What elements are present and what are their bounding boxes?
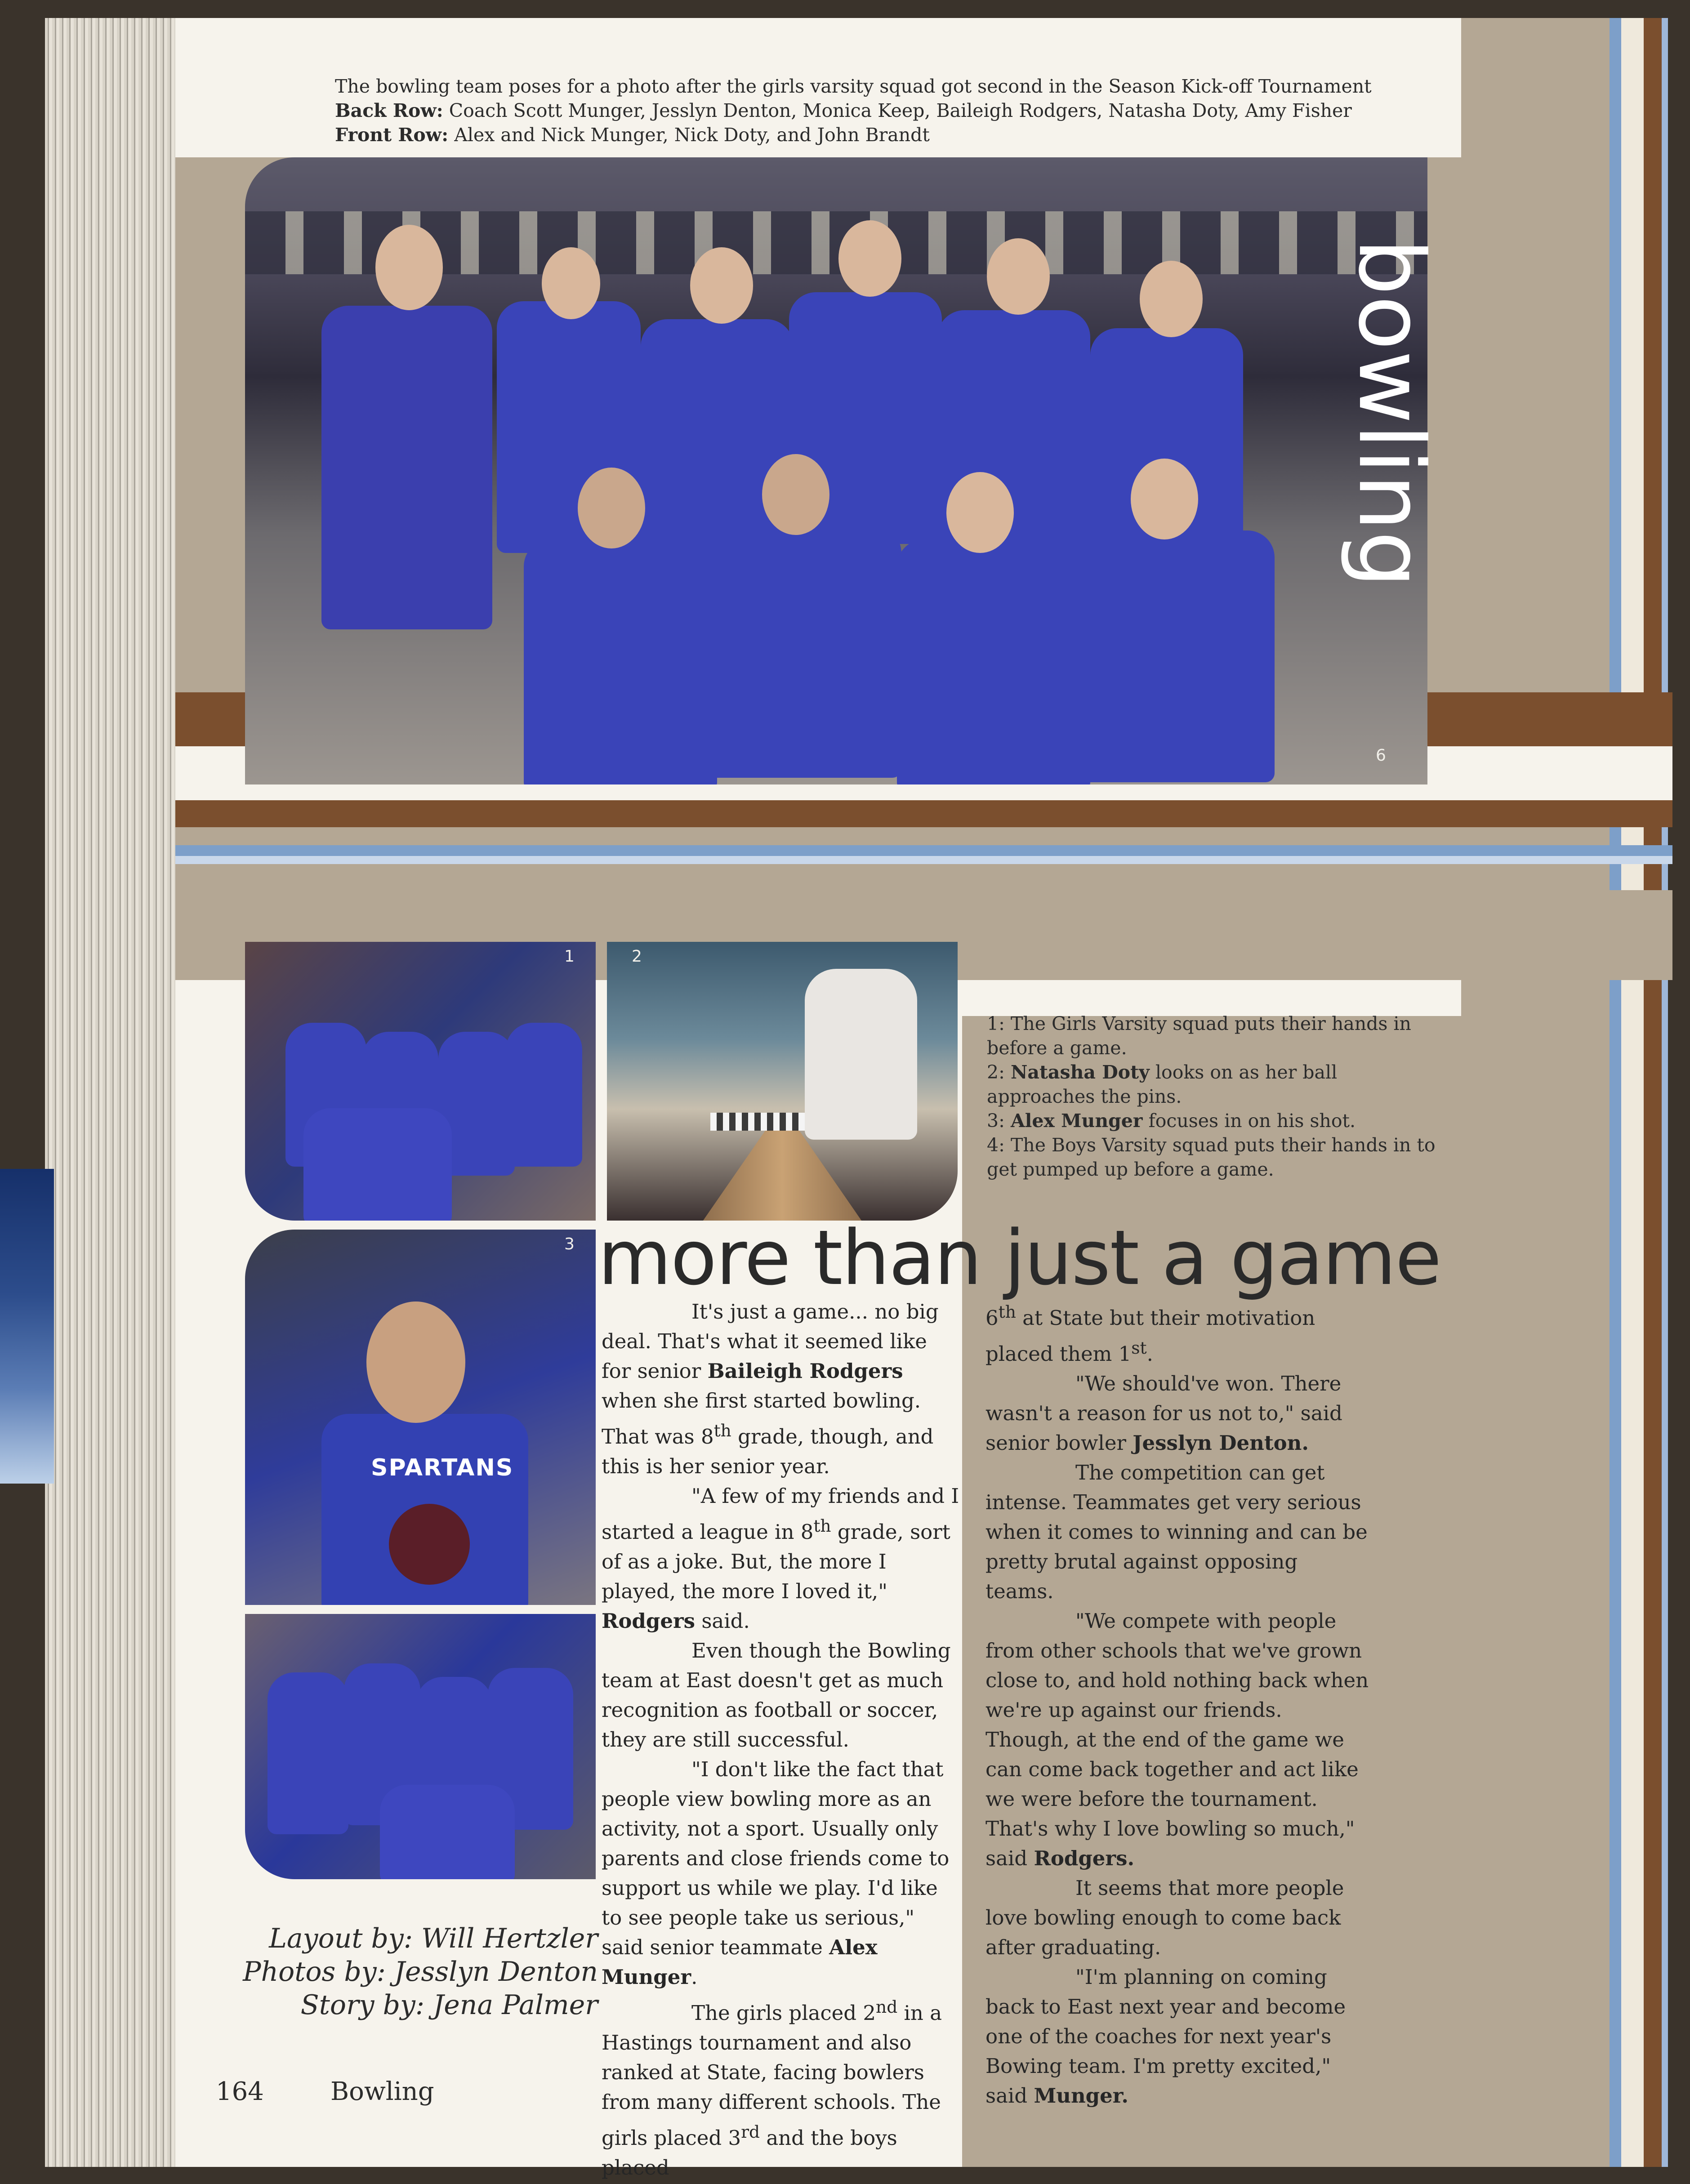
boy-head-2 — [762, 454, 829, 535]
caption-3-name: Alex Munger — [1010, 1110, 1143, 1132]
caption-4-number: 4: — [987, 1134, 1011, 1156]
credit-photos: Photos by: Jesslyn Denton — [243, 1956, 598, 1988]
text-run: "We compete with people from other schools that we've grown close to, and hold nothing back when we're up against our friends. Though, at the end of the game we can come back together and act like we were before the tournament. That's why I love bowling so much," said — [985, 1609, 1369, 1870]
text-run: grade, sort of as a joke. But, the more I played, the more I loved it," — [602, 1520, 950, 1603]
section-title-vertical: bowling — [1338, 238, 1443, 588]
text-run: "We should've won. There wasn't a reason for us not to," said senior bowler — [985, 1372, 1342, 1455]
girl-jersey-d — [506, 1023, 582, 1167]
caption-front-row — [335, 123, 1414, 147]
coach-head — [375, 225, 443, 310]
text-run: "A few of my friends and I started a league in 8 — [602, 1484, 959, 1544]
superscript: th — [813, 1516, 831, 1536]
text-run: "I'm planning on coming back to East next year and become one of the coaches for next year's Bowing team. I'm pretty excited," said — [985, 1965, 1346, 2108]
caption-1-text: The Girls Varsity squad puts their hands in before a game. — [987, 1013, 1411, 1059]
credit-layout: Layout by: Will Hertzler — [269, 1923, 598, 1954]
story-paragraph — [985, 1606, 1372, 1873]
superscript: rd — [741, 2122, 760, 2142]
boy-jersey-a — [268, 1672, 348, 1834]
superscript: nd — [876, 1997, 898, 2017]
name-munger: Munger. — [1034, 2084, 1129, 2108]
front-row-label: Front Row: — [335, 124, 449, 146]
superscript: st — [1131, 1338, 1147, 1358]
story-paragraph — [602, 1992, 961, 2183]
text-run: . — [1146, 1342, 1153, 1366]
story-paragraph: The competition can get intense. Teammates get very serious when it comes to winning and can be pretty brutal against opposing teams. — [985, 1461, 1368, 1603]
photo-caption-4 — [987, 1133, 1441, 1181]
page-credits — [243, 1922, 598, 2022]
caption-back-row — [335, 98, 1414, 123]
sidebar-stripe-cream — [1621, 18, 1644, 2167]
bowling-lane — [697, 1131, 868, 1221]
caption-2-name: Natasha Doty — [1010, 1061, 1150, 1083]
front-row-names: Alex and Nick Munger, Nick Doty, and John Brandt — [448, 124, 930, 146]
center-back-jersey — [380, 1785, 515, 1879]
boy-figure-4 — [1081, 530, 1275, 782]
girl-head-3 — [838, 220, 901, 297]
text-run: "I don't like the fact that people view bowling more as an activity, not a sport. Usually only parents and close friends come to support us while we play. I'd like to see people take us serious," said senior teammate — [602, 1757, 950, 1959]
name-baileigh-rodgers: Baileigh Rodgers — [707, 1359, 903, 1383]
credit-story: Story by: Jena Palmer — [300, 1989, 598, 2021]
story-paragraph — [602, 1755, 961, 1992]
text-run: said. — [695, 1609, 750, 1633]
story-column-1 — [602, 1297, 961, 2183]
boy-head-3 — [946, 472, 1014, 553]
caption-3-number: 3: — [987, 1110, 1011, 1132]
jersey-text: SPARTANS — [371, 1454, 514, 1481]
text-run: at State but their motivation placed them 1 — [985, 1306, 1315, 1366]
girl-head-4 — [987, 238, 1050, 315]
divider-band-light-blue — [175, 856, 1672, 864]
story-paragraph — [985, 1962, 1372, 2111]
caption-2-number: 2: — [987, 1061, 1011, 1083]
photo-caption-2 — [987, 1060, 1441, 1109]
photo-caption-3 — [987, 1109, 1441, 1133]
photo-alex-focus — [245, 1230, 596, 1605]
text-run: in a Hastings tournament and also ranked at State, facing bowlers from many different schools. The girls placed 3 — [602, 2001, 942, 2150]
caption-2-text: looks on as her ball approaches the pins. — [987, 1061, 1338, 1107]
text-run: It's just a game... no big deal. That's what it seemed like for senior — [602, 1300, 939, 1383]
boy-figure-3 — [897, 539, 1090, 784]
story-paragraph: Even though the Bowling team at East doesn't get as much recognition as football or soccer, they are still successful. — [602, 1639, 951, 1752]
sidebar-stripe-blue — [1610, 18, 1621, 2167]
team-photo-caption — [335, 74, 1414, 147]
story-headline: more than just a game — [598, 1214, 1441, 1302]
boy-figure-2 — [708, 526, 901, 778]
text-run: 6 — [985, 1306, 999, 1330]
name-rodgers: Rodgers. — [1034, 1846, 1135, 1870]
photo-number-1: 1 — [564, 947, 575, 966]
superscript: th — [713, 1421, 731, 1440]
alex-head — [366, 1301, 465, 1423]
photo-girls-hands-in — [245, 942, 596, 1221]
page-number: 164 — [216, 2077, 264, 2106]
page-edges — [45, 18, 180, 2167]
boy-head-4 — [1131, 459, 1198, 539]
text-run: when she first started bowling. That was 8 — [602, 1389, 921, 1449]
caption-3-text: focuses in on his shot. — [1142, 1110, 1356, 1132]
superscript: th — [998, 1302, 1016, 1322]
caption-1-number: 1: — [987, 1013, 1011, 1034]
boy-figure-1 — [524, 539, 717, 784]
story-paragraph — [602, 1481, 961, 1636]
photo-boys-hands-in — [245, 1614, 596, 1879]
text-run: . — [691, 1965, 698, 1989]
text-run: and the boys placed — [602, 2126, 897, 2180]
coach-figure — [321, 306, 492, 629]
name-rodgers: Rodgers — [602, 1609, 696, 1633]
book-spine-color — [0, 1169, 54, 1484]
story-paragraph — [602, 1297, 961, 1481]
boy-head-1 — [578, 468, 645, 548]
coach-back-jersey — [303, 1108, 452, 1221]
bowling-ball — [389, 1504, 470, 1585]
photo-number-2: 2 — [632, 947, 642, 966]
photo-caption-1 — [987, 1012, 1441, 1060]
photo-natasha-bowling — [607, 942, 958, 1221]
caption-4-text: The Boys Varsity squad puts their hands in to get pumped up before a game. — [987, 1134, 1436, 1180]
sidebar-panel — [1461, 18, 1614, 2167]
girl-head-5 — [1140, 261, 1203, 337]
girl-head-1 — [542, 247, 600, 319]
story-paragraph — [985, 1297, 1372, 1369]
divider-band-blue — [175, 845, 1672, 856]
bowler-figure — [805, 969, 917, 1140]
folio-section: Bowling — [330, 2077, 434, 2106]
story-column-2 — [985, 1297, 1372, 2111]
name-jesslyn-denton: Jesslyn Denton. — [1133, 1431, 1309, 1455]
text-run: The girls placed 2 — [691, 2001, 876, 2025]
story-paragraph: It seems that more people love bowling enough to come back after graduating. — [985, 1876, 1344, 1959]
divider-band-brown-thin — [175, 800, 1672, 827]
team-photo — [245, 157, 1427, 784]
name-alex-munger: Alex Munger — [602, 1935, 878, 1989]
back-row-label: Back Row: — [335, 100, 443, 121]
photo-number-6: 6 — [1376, 746, 1386, 765]
back-row-names: Coach Scott Munger, Jesslyn Denton, Monica Keep, Baileigh Rodgers, Natasha Doty, Amy Fisher — [443, 100, 1352, 121]
girl-head-2 — [690, 247, 753, 324]
photo-number-3: 3 — [564, 1235, 575, 1253]
photo-captions — [987, 1012, 1441, 1181]
sidebar-stripe-light-blue — [1662, 18, 1668, 2167]
story-paragraph — [985, 1369, 1372, 1458]
text-run: grade, though, and this is her senior year. — [602, 1425, 934, 1478]
caption-line-1: The bowling team poses for a photo after the girls varsity squad got second in the Season Kick-off Tournament — [335, 76, 1372, 97]
sidebar-stripe-brown — [1644, 18, 1662, 2167]
